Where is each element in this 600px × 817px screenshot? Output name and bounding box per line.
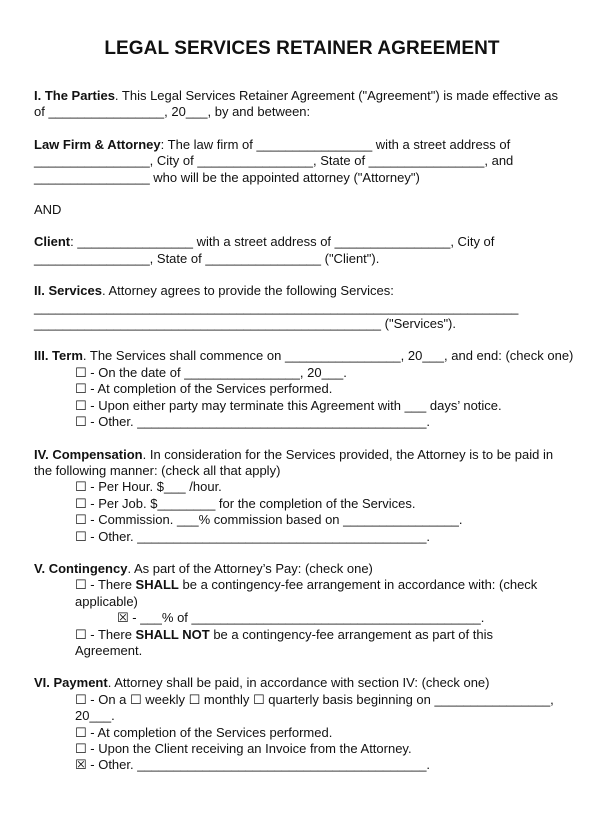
- payment-option-invoice[interactable]: ☐ - Upon the Client receiving an Invoice from the Attorney.: [75, 741, 412, 756]
- term-text-1: . The Services shall commence on ________________, 20___, and end: (check one): [82, 348, 574, 364]
- contingency-shall-post: be a contingency-fee arrangement in accordance with: (check: [178, 577, 538, 593]
- contingency-shall-not-line-2: Agreement.: [75, 642, 143, 658]
- compensation-option-other[interactable]: ☐ - Other. ________________________________________.: [75, 528, 431, 544]
- parties-line-2: of ________________, 20___, by and between:: [34, 104, 311, 120]
- contingency-shall-not-bold: SHALL NOT: [135, 626, 210, 642]
- payment-option-periodic[interactable]: ☐ - On a ☐ weekly ☐ monthly ☐ quarterly basis beginning on ________________,: [75, 691, 554, 707]
- contingency-text-1: . As part of the Attorney’s Pay: (check one): [127, 560, 373, 576]
- section-term: [34, 348, 574, 430]
- services-line-3: ________________________________________________ ("Services").: [34, 316, 456, 332]
- contingency-line-1: [34, 561, 570, 577]
- services-text-1: . Attorney agrees to provide the following Services:: [101, 283, 394, 299]
- client-line-1: [34, 234, 570, 250]
- term-option-on-date[interactable]: ☐ - On the date of ________________, 20___.: [75, 364, 347, 380]
- compensation-text-1: . In consideration for the Services provided, the Attorney is to be paid in: [142, 446, 554, 462]
- term-heading: III. Term: [34, 348, 83, 364]
- compensation-option-commission[interactable]: ☐ - Commission. ___% commission based on ________________.: [75, 512, 463, 528]
- firm-line-1: [34, 137, 570, 153]
- client-heading: Client: [34, 234, 71, 250]
- parties-text-1: . This Legal Services Retainer Agreement ("Agreement") is made effective as: [114, 88, 558, 103]
- contingency-shall-not-post: be a contingency-fee arrangement as part of this: [209, 626, 493, 642]
- contingency-shall-not-pre: ☐ - There: [75, 626, 136, 642]
- payment-option-completion[interactable]: ☐ - At completion of the Services performed.: [75, 724, 333, 740]
- compensation-heading: IV. Compensation: [34, 446, 143, 462]
- payment-line-1: [34, 675, 570, 691]
- document-title: LEGAL SERVICES RETAINER AGREEMENT: [104, 38, 500, 59]
- firm-heading: Law Firm & Attorney: [34, 136, 161, 152]
- section-payment: [34, 675, 570, 773]
- contingency-shall-line-2: applicable): [75, 593, 138, 609]
- term-line-1: [34, 348, 574, 364]
- section-compensation: [34, 447, 570, 545]
- firm-line-3: ________________ who will be the appointed attorney ("Attorney"): [34, 169, 420, 185]
- contingency-option-shall[interactable]: [34, 577, 570, 593]
- firm-line-2: ________________, City of ________________, State of ________________, and: [34, 153, 514, 169]
- payment-text-1: . Attorney shall be paid, in accordance with section IV: (check one): [107, 675, 490, 691]
- payment-heading: VI. Payment: [34, 675, 108, 691]
- contingency-option-shall-not[interactable]: [34, 627, 570, 643]
- term-option-completion[interactable]: ☐ - At completion of the Services performed.: [75, 381, 333, 397]
- section-law-firm: [34, 137, 570, 186]
- firm-text-1: : The law firm of ________________ with a street address of: [160, 136, 511, 152]
- compensation-line-2: the following manner: (check all that apply): [34, 462, 281, 478]
- payment-option-other[interactable]: ☒ - Other. ________________________________________.: [75, 757, 431, 773]
- services-heading: II. Services: [34, 283, 102, 299]
- section-client: [34, 234, 570, 267]
- parties-heading: I. The Parties: [34, 88, 115, 103]
- compensation-option-hour[interactable]: ☐ - Per Hour. $___ /hour.: [75, 479, 222, 495]
- contingency-shall-pre: ☐ - There: [75, 577, 136, 593]
- term-option-terminate[interactable]: ☐ - Upon either party may terminate this Agreement with ___ days’ notice.: [75, 397, 502, 413]
- contingency-shall-bold: SHALL: [135, 577, 179, 593]
- and-text: AND: [34, 202, 62, 218]
- services-line-2: ___________________________________________________________________: [34, 299, 519, 315]
- services-line-1: [34, 283, 570, 299]
- section-parties: [34, 88, 570, 121]
- compensation-option-job[interactable]: ☐ - Per Job. $________ for the completion of the Services.: [75, 495, 416, 511]
- and-separator: [34, 202, 570, 218]
- payment-periodic-line-2: 20___.: [75, 708, 115, 724]
- client-text-1: : ________________ with a street address of ________________, City of: [70, 234, 495, 250]
- contingency-heading: V. Contingency: [34, 560, 128, 576]
- contingency-sub-percent[interactable]: ☒ - ___% of ________________________________________.: [117, 610, 485, 626]
- parties-line-1: [34, 88, 570, 104]
- section-contingency: [34, 561, 570, 659]
- section-services: [34, 283, 570, 332]
- term-option-other[interactable]: ☐ - Other. ________________________________________.: [75, 414, 431, 430]
- client-line-2: ________________, State of ________________ ("Client").: [34, 250, 380, 266]
- compensation-line-1: [34, 447, 570, 463]
